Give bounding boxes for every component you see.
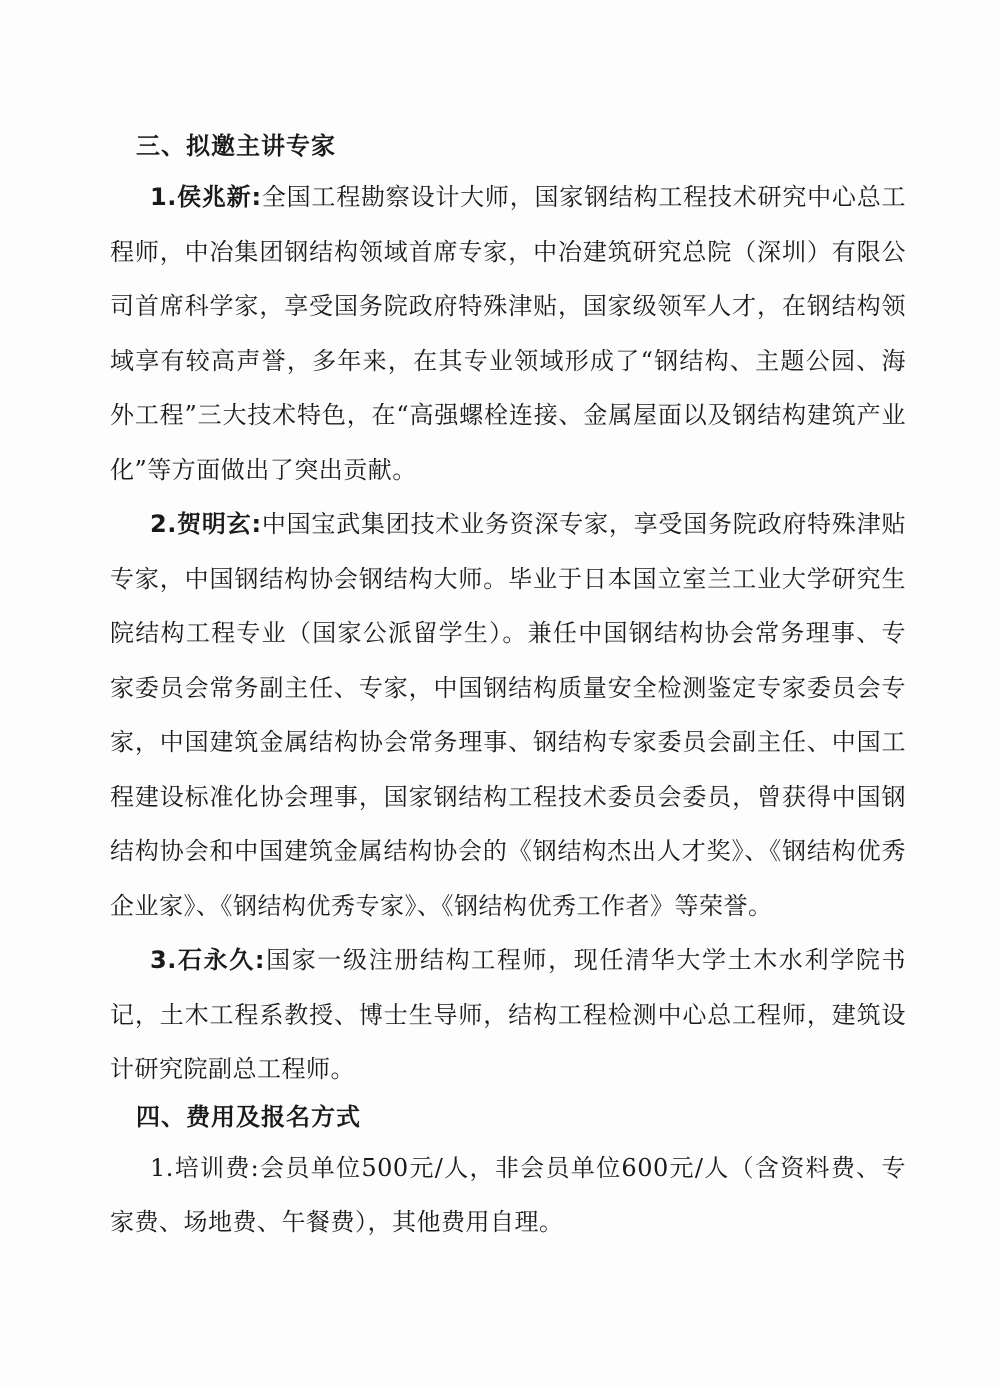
fee-paragraph	[110, 1141, 906, 1250]
expert-3-bio: 国家一级注册结构工程师，现任清华大学土木水利学院书记，土木工程系教授、博士生导师，结构工程检测中心总工程师，建筑设计研究院副总工程师。	[110, 946, 906, 1083]
expert-2-paragraph	[110, 497, 906, 933]
expert-3-name: 3.石永久:	[150, 946, 265, 974]
document-body	[110, 128, 906, 1250]
expert-3-paragraph	[110, 933, 906, 1097]
fee-text: 会员单位500元/人，非会员单位600元/人（含资料费、专家费、场地费、午餐费），其他费用自理。	[110, 1153, 907, 1236]
section-3-heading: 三、拟邀主讲专家	[136, 132, 336, 160]
expert-2-name: 2.贺明玄:	[150, 510, 262, 538]
expert-2-bio: 中国宝武集团技术业务资深专家，享受国务院政府特殊津贴专家，中国钢结构协会钢结构大师。毕业于日本国立室兰工业大学研究生院结构工程专业（国家公派留学生）。兼任中国钢结构协会常务理事、专家委员会常务副主任、专家，中国钢结构质量安全检测鉴定专家委员会专家，中国建筑金属结构协会常务理事、钢结构专家委员会副主任、中国工程建设标准化协会理事，国家钢结构工程技术委员会委员，曾获得中国钢结构协会和中国建筑金属结构协会的《钢结构杰出人才奖》、《钢结构优秀企业家》、《钢结构优秀专家》、《钢结构优秀工作者》等荣誉。	[110, 510, 906, 920]
fee-label: 1.培训费:	[150, 1153, 260, 1182]
expert-1-bio: 全国工程勘察设计大师，国家钢结构工程技术研究中心总工程师，中冶集团钢结构领域首席专家，中冶建筑研究总院（深圳）有限公司首席科学家，享受国务院政府特殊津贴，国家级领军人才，在钢结构领域享有较高声誉，多年来，在其专业领域形成了“钢结构、主题公园、海外工程”三大技术特色，在“高强螺栓连接、金属屋面以及钢结构建筑产业化”等方面做出了突出贡献。	[110, 183, 906, 484]
expert-1-paragraph	[110, 170, 906, 497]
expert-1-name: 1.侯兆新:	[150, 183, 262, 211]
section-4-heading: 四、费用及报名方式	[136, 1102, 361, 1131]
